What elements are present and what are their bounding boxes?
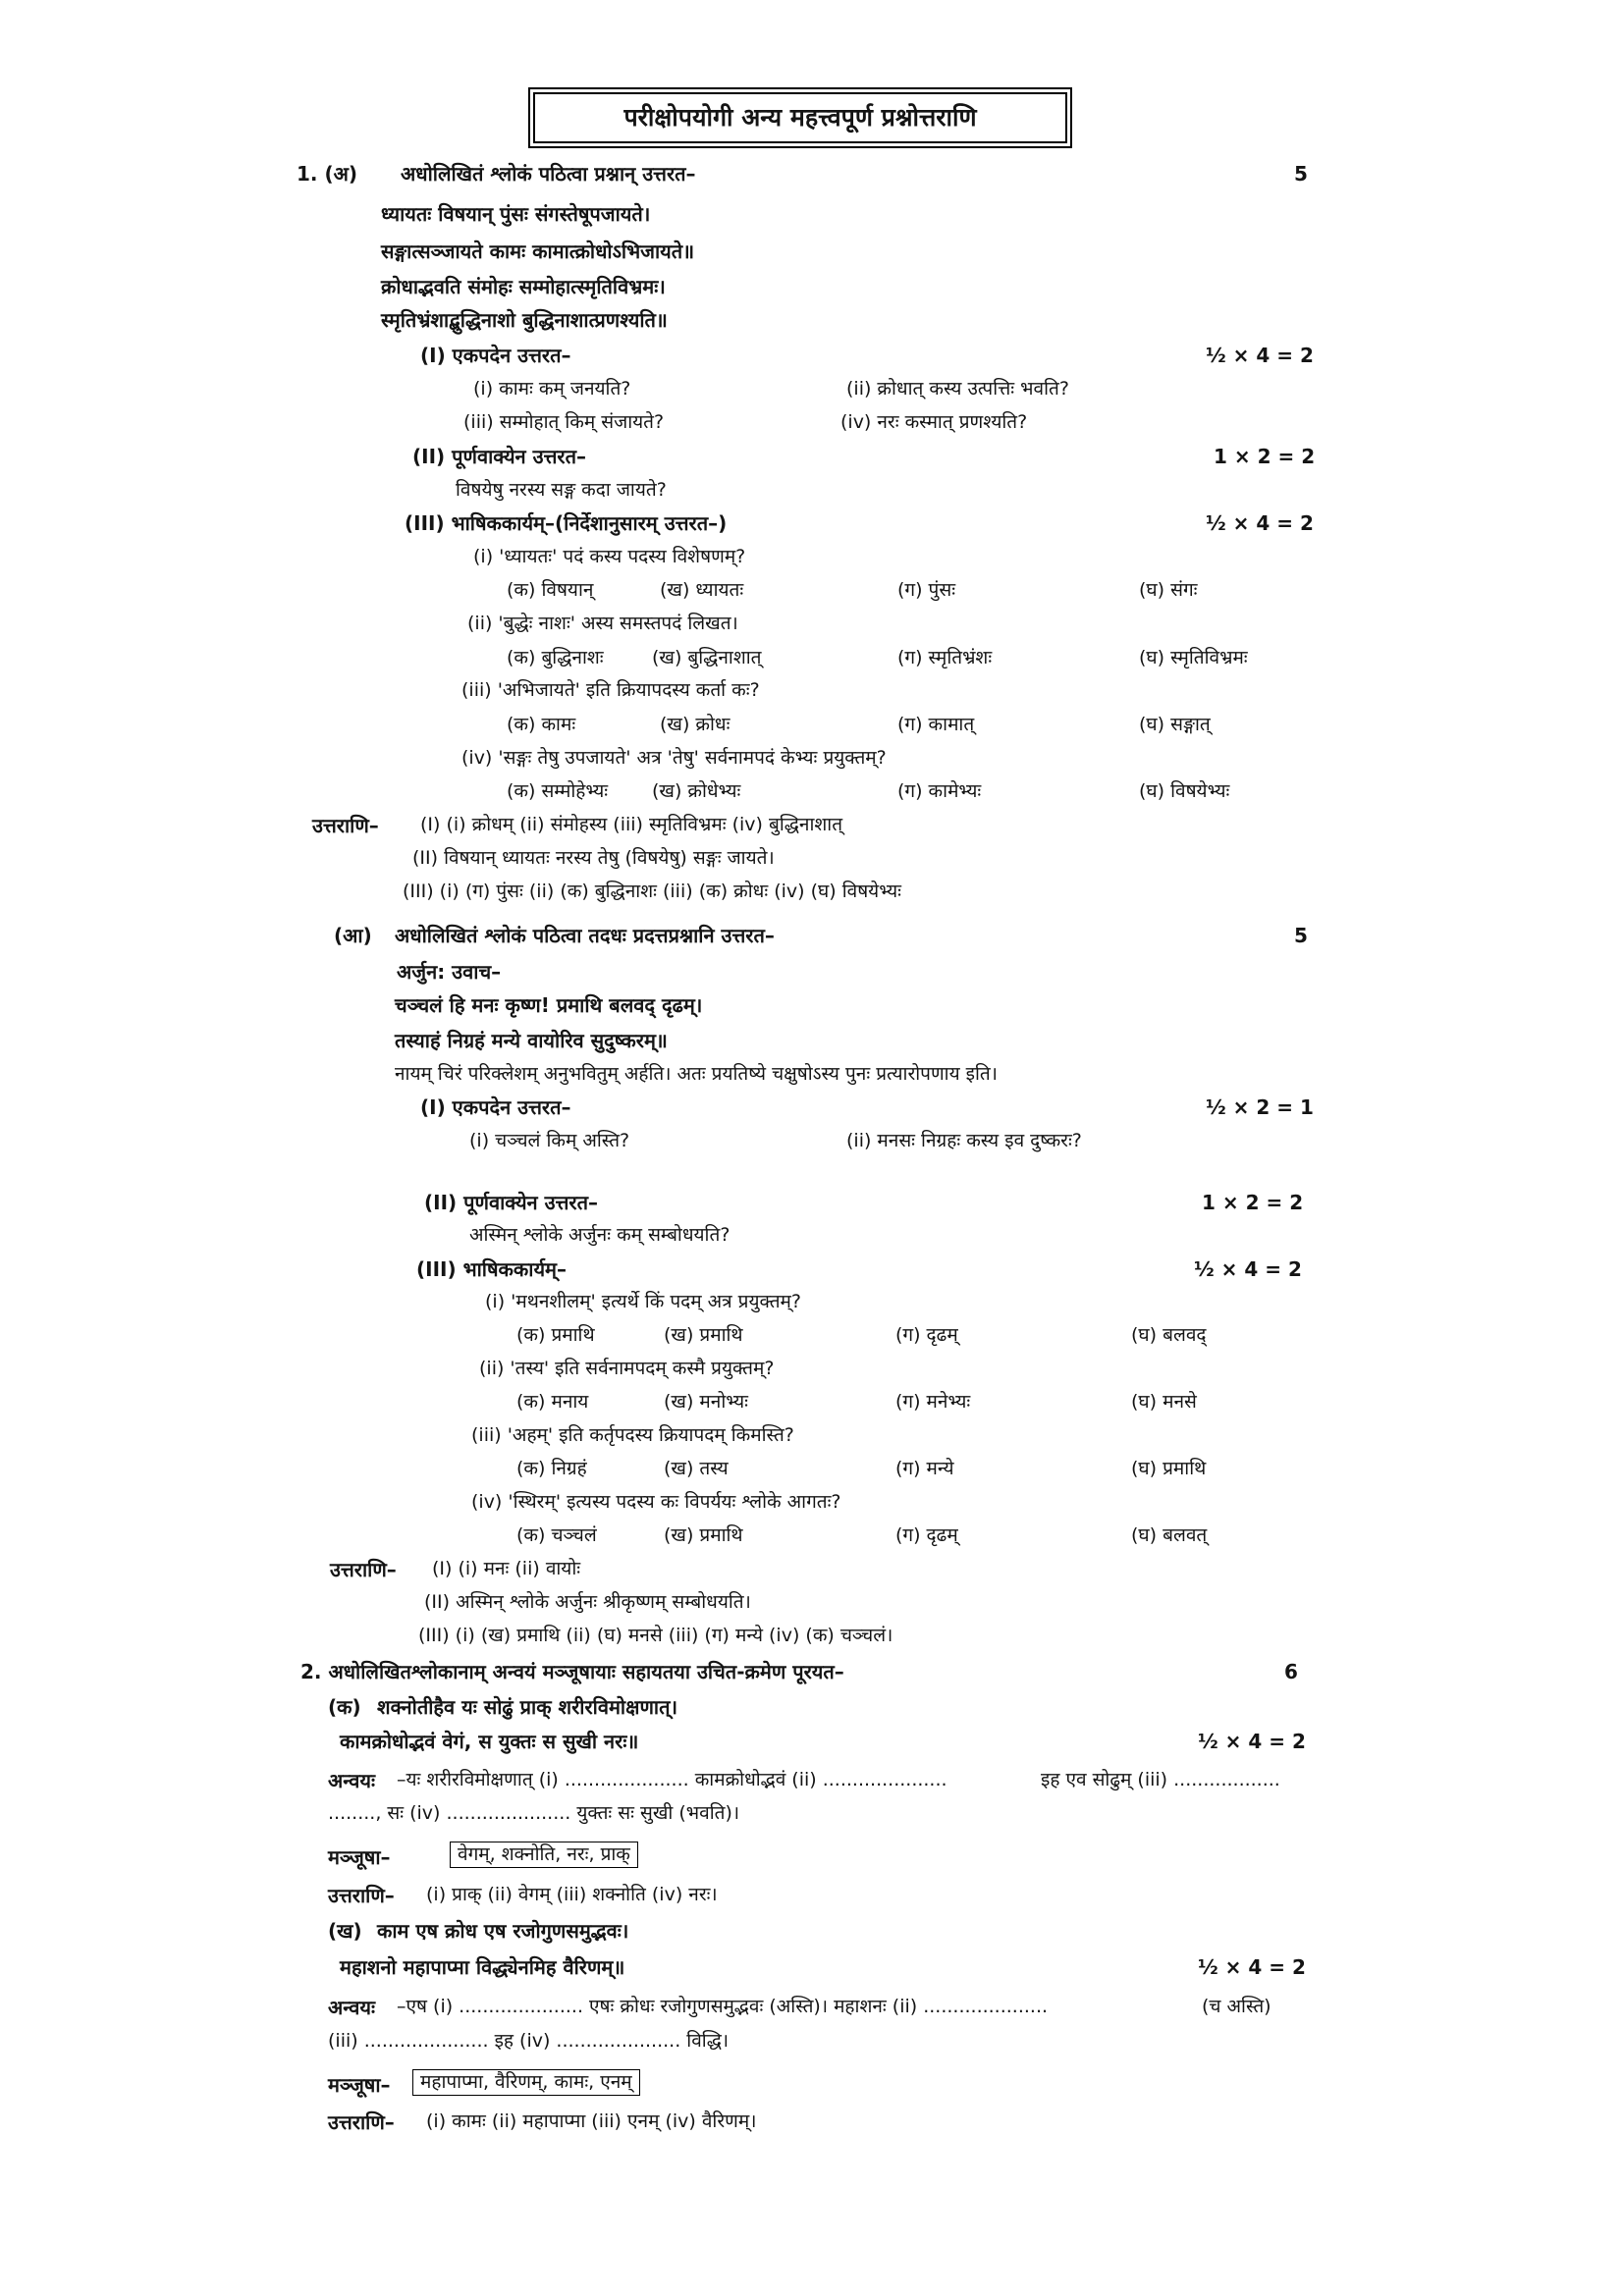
q2-marks: 6 xyxy=(1284,1660,1298,1683)
q1b-III-q2-opt-a: (क) मनाय xyxy=(516,1391,589,1413)
q1b-III-q4-opt-c: (ग) दृढम् xyxy=(895,1524,958,1546)
q1a-marks: 5 xyxy=(1294,162,1308,186)
q1a-III-q1: (i) 'ध्यायतः' पदं कस्य पदस्य विशेषणम्? xyxy=(473,546,746,567)
q1b-III-q3-opt-b: (ख) तस्य xyxy=(664,1458,729,1479)
q1b-III-q1-opt-a: (क) प्रमाथि xyxy=(516,1324,595,1346)
q1a-verse-line-1: ध्यायतः विषयान् पुंसः संगस्तेषूपजायते। xyxy=(381,202,651,226)
q1b-I-marks: ½ × 2 = 1 xyxy=(1206,1095,1314,1119)
q1a-III-q4-opt-c: (ग) कामेभ्यः xyxy=(897,780,982,802)
q1a-I-q1: (i) कामः कम् जनयति? xyxy=(473,378,631,400)
q1b-II-question: अस्मिन् श्लोके अर्जुनः कम् सम्बोधयति? xyxy=(469,1224,730,1246)
q1b-I-q1: (i) चञ्चलं किम् अस्ति? xyxy=(469,1130,630,1151)
q1b-III-q1: (i) 'मथनशीलम्' इत्यर्थे किं पदम् अत्र प्रयुक्तम्? xyxy=(485,1291,801,1312)
q1a-II-question: विषयेषु नरस्य सङ्ग कदा जायते? xyxy=(456,479,667,501)
q2-kha-marks: ½ × 4 = 2 xyxy=(1198,1955,1306,1979)
q1b-III-q2-opt-d: (घ) मनसे xyxy=(1131,1391,1197,1413)
q1b-verse-line-1: चञ्चलं हि मनः कृष्ण! प्रमाथि बलवद् दृढम्। xyxy=(395,993,703,1017)
q1a-III-marks: ½ × 4 = 2 xyxy=(1206,511,1314,535)
q1b-III-q4-opt-d: (घ) बलवत् xyxy=(1131,1524,1208,1546)
q1b-speaker: अर्जुन: उवाच– xyxy=(397,960,502,984)
q2-ka-verse-line-2: कामक्रोधोद्भवं वेगं, स युक्तः स सुखी नरः॥ xyxy=(340,1730,639,1753)
q1a-verse-line-3: क्रोधाद्भवति संमोहः सम्मोहात्स्मृतिविभ्रमः। xyxy=(381,275,666,298)
q1b-III-q1-opt-b: (ख) प्रमाथि xyxy=(664,1324,743,1346)
q1a-III-q2-opt-b: (ख) बुद्धिनाशात् xyxy=(652,647,762,668)
q1a-III-q3-opt-b: (ख) क्रोधः xyxy=(660,714,730,735)
q1b-number: (आ) xyxy=(334,924,372,947)
q2-ka-label: (क) xyxy=(328,1695,361,1719)
q1a-II-heading: (II) पूर्णवाक्येन उत्तरत– xyxy=(412,445,586,468)
q2-ka-word-box: वेगम्, शक्नोति, नरः, प्राक् xyxy=(450,1842,638,1868)
q1b-III-q3-opt-c: (ग) मन्ये xyxy=(895,1458,954,1479)
q1a-III-q4-opt-a: (क) सम्मोहेभ्यः xyxy=(507,780,609,802)
q1a-III-q2-opt-a: (क) बुद्धिनाशः xyxy=(507,647,604,668)
q1a-III-q4-opt-d: (घ) विषयेभ्यः xyxy=(1139,780,1230,802)
q1b-III-heading: (III) भाषिककार्यम्– xyxy=(416,1257,568,1281)
q1a-III-heading: (III) भाषिककार्यम्–(निर्देशानुसारम् उत्तरत–) xyxy=(405,511,728,535)
q1a-III-q4: (iv) 'सङ्गः तेषु उपजायते' अत्र 'तेषु' सर्वनामपदं केभ्यः प्रयुक्तम्? xyxy=(461,747,887,769)
q1a-III-q2-opt-d: (घ) स्मृतिविभ्रमः xyxy=(1139,647,1248,668)
q2-kha-answers: (i) कामः (ii) महापाप्मा (iii) एनम् (iv) वैरिणम्। xyxy=(426,2110,757,2132)
q1b-III-q1-opt-c: (ग) दृढम् xyxy=(895,1324,958,1346)
page-title: परीक्षोपयोगी अन्य महत्त्वपूर्ण प्रश्नोत्तराणि xyxy=(533,92,1067,143)
q1b-III-q3-opt-d: (घ) प्रमाथि xyxy=(1131,1458,1207,1479)
q2-heading: 2. अधोलिखितश्लोकानाम् अन्वयं मञ्जूषायाः सहायतया उचित-क्रमेण पूरयत– xyxy=(300,1660,844,1683)
q2-kha-anvaya-line-2: (iii) ..................... इह (iv) ..................... विद्धि। xyxy=(328,2030,730,2052)
q1b-answers-label: उत्तराणि– xyxy=(330,1558,397,1581)
q1b-answers-I: (I) (i) मनः (ii) वायोः xyxy=(432,1558,581,1579)
q1b-heading: अधोलिखितं श्लोकं पठित्वा तदधः प्रदत्तप्रश्नानि उत्तरत– xyxy=(395,924,775,947)
q2-ka-anvaya-label: अन्वयः xyxy=(328,1769,376,1792)
q1a-III-q2: (ii) 'बुद्धेः नाशः' अस्य समस्तपदं लिखत। xyxy=(467,613,738,634)
q1b-III-q3-opt-a: (क) निग्रहं xyxy=(516,1458,587,1479)
q1b-III-marks: ½ × 4 = 2 xyxy=(1194,1257,1302,1281)
q2-ka-anvaya-line-1: –यः शरीरविमोक्षणात् (i) ..................... कामक्रोधोद्भवं (ii) ..................... xyxy=(397,1769,947,1790)
q2-ka-verse-line-1: शक्नोतीहैव यः सोढुं प्राक् शरीरविमोक्षणात्। xyxy=(377,1695,678,1719)
q2-kha-word-box: महापाप्मा, वैरिणम्, कामः, एनम् xyxy=(412,2069,640,2096)
q2-kha-anvaya-line-1-end: (च अस्ति) xyxy=(1202,1996,1271,2017)
q1a-III-q4-opt-b: (ख) क्रोधेभ्यः xyxy=(652,780,741,802)
q1b-III-q2-opt-b: (ख) मनोभ्यः xyxy=(664,1391,748,1413)
q2-kha-anvaya-line-1: –एष (i) ..................... एषः क्रोधः रजोगुणसमुद्भवः (अस्ति)। महाशनः (ii) ..................... xyxy=(397,1996,1049,2017)
q2-kha-anvaya-label: अन्वयः xyxy=(328,1996,376,2019)
q1b-marks: 5 xyxy=(1294,924,1308,947)
q1a-answers-II: (II) विषयान् ध्यायतः नरस्य तेषु (विषयेषु) सङ्गः जायते। xyxy=(412,847,775,869)
q2-ka-answers: (i) प्राक् (ii) वेगम् (iii) शक्नोति (iv) नरः। xyxy=(426,1884,718,1905)
q2-kha-verse-line-1: काम एष क्रोध एष रजोगुणसमुद्भवः। xyxy=(377,1919,629,1943)
q1b-III-q4: (iv) 'स्थिरम्' इत्यस्य पदस्य कः विपर्ययः श्लोके आगतः? xyxy=(471,1491,841,1513)
q2-kha-verse-line-2: महाशनो महापाप्मा विद्ध्येनमिह वैरिणम्॥ xyxy=(340,1955,625,1979)
q1b-II-heading: (II) पूर्णवाक्येन उत्तरत– xyxy=(424,1191,598,1214)
q2-kha-label: (ख) xyxy=(328,1919,362,1943)
q1b-prose: नायम् चिरं परिक्लेशम् अनुभवितुम् अर्हति। अतः प्रयतिष्ये चक्षुषोऽस्य पुनः प्रत्यारोपणाय इति। xyxy=(395,1063,998,1085)
q1b-III-q2-opt-c: (ग) मनेभ्यः xyxy=(895,1391,971,1413)
q1b-answers-II: (II) अस्मिन् श्लोके अर्जुनः श्रीकृष्णम् सम्बोधयति। xyxy=(424,1591,751,1613)
q1a-I-q2: (ii) क्रोधात् कस्य उत्पत्तिः भवति? xyxy=(846,378,1069,400)
q2-ka-box-label: मञ्जूषा– xyxy=(328,1845,391,1869)
q1a-I-q4: (iv) नरः कस्मात् प्रणश्यति? xyxy=(840,411,1028,433)
q1a-I-q3: (iii) सम्मोहात् किम् संजायते? xyxy=(463,411,665,433)
q2-ka-anvaya-line-2: ........, सः (iv) ..................... युक्तः सः सुखी (भवति)। xyxy=(328,1802,740,1824)
q1a-I-marks: ½ × 4 = 2 xyxy=(1206,344,1314,367)
q1b-answers-III: (III) (i) (ख) प्रमाथि (ii) (घ) मनसे (iii) (ग) मन्ये (iv) (क) चञ्चलं। xyxy=(418,1625,893,1646)
q1a-answers-I: (I) (i) क्रोधम् (ii) संमोहस्य (iii) स्मृतिविभ्रमः (iv) बुद्धिनाशात् xyxy=(420,814,843,835)
q1a-II-marks: 1 × 2 = 2 xyxy=(1214,445,1316,468)
q1a-III-q3-opt-a: (क) कामः xyxy=(507,714,576,735)
q1a-III-q3-opt-d: (घ) सङ्गात् xyxy=(1139,714,1211,735)
q1a-III-q1-opt-b: (ख) ध्यायतः xyxy=(660,579,744,601)
q1a-verse-line-4: स्मृतिभ्रंशाद्बुद्धिनाशो बुद्धिनाशात्प्रणश्यति॥ xyxy=(381,308,668,332)
q1a-III-q2-opt-c: (ग) स्मृतिभ्रंशः xyxy=(897,647,993,668)
q1b-II-marks: 1 × 2 = 2 xyxy=(1202,1191,1304,1214)
q1a-I-heading: (I) एकपदेन उत्तरत– xyxy=(420,344,571,367)
q1a-heading: अधोलिखितं श्लोकं पठित्वा प्रश्नान् उत्तरत– xyxy=(401,162,696,186)
q1a-III-q1-opt-d: (घ) संगः xyxy=(1139,579,1198,601)
q1b-III-q4-opt-b: (ख) प्रमाथि xyxy=(664,1524,743,1546)
q1a-answers-III: (III) (i) (ग) पुंसः (ii) (क) बुद्धिनाशः (iii) (क) क्रोधः (iv) (घ) विषयेभ्यः xyxy=(403,881,901,902)
q2-ka-answers-label: उत्तराणि– xyxy=(328,1884,395,1907)
q1b-III-q1-opt-d: (घ) बलवद् xyxy=(1131,1324,1207,1346)
q1a-III-q3: (iii) 'अभिजायते' इति क्रियापदस्य कर्ता कः? xyxy=(461,679,760,701)
q1b-verse-line-2: तस्याहं निग्रहं मन्ये वायोरिव सुदुष्करम्॥ xyxy=(395,1029,668,1052)
q1a-verse-line-2: सङ्गात्सञ्जायते कामः कामात्क्रोधोऽभिजायते॥ xyxy=(381,240,695,263)
q2-ka-marks: ½ × 4 = 2 xyxy=(1198,1730,1306,1753)
q1a-III-q1-opt-c: (ग) पुंसः xyxy=(897,579,956,601)
q1a-answers-label: उत्तराणि– xyxy=(312,814,379,837)
q1b-III-q3: (iii) 'अहम्' इति कर्तृपदस्य क्रियापदम् किमस्ति? xyxy=(471,1424,794,1446)
q1a-III-q3-opt-c: (ग) कामात् xyxy=(897,714,975,735)
q2-kha-box-label: मञ्जूषा– xyxy=(328,2073,391,2097)
q1b-III-q2: (ii) 'तस्य' इति सर्वनामपदम् कस्मै प्रयुक्तम्? xyxy=(479,1358,775,1379)
q2-ka-anvaya-line-1-end: इह एव सोढुम् (iii) .................. xyxy=(1041,1769,1280,1790)
q1b-I-q2: (ii) मनसः निग्रहः कस्य इव दुष्करः? xyxy=(846,1130,1082,1151)
q1b-I-heading: (I) एकपदेन उत्तरत– xyxy=(420,1095,571,1119)
q1a-number: 1. (अ) xyxy=(297,162,358,186)
q2-kha-answers-label: उत्तराणि– xyxy=(328,2110,395,2134)
q1b-III-q4-opt-a: (क) चञ्चलं xyxy=(516,1524,597,1546)
q1a-III-q1-opt-a: (क) विषयान् xyxy=(507,579,594,601)
